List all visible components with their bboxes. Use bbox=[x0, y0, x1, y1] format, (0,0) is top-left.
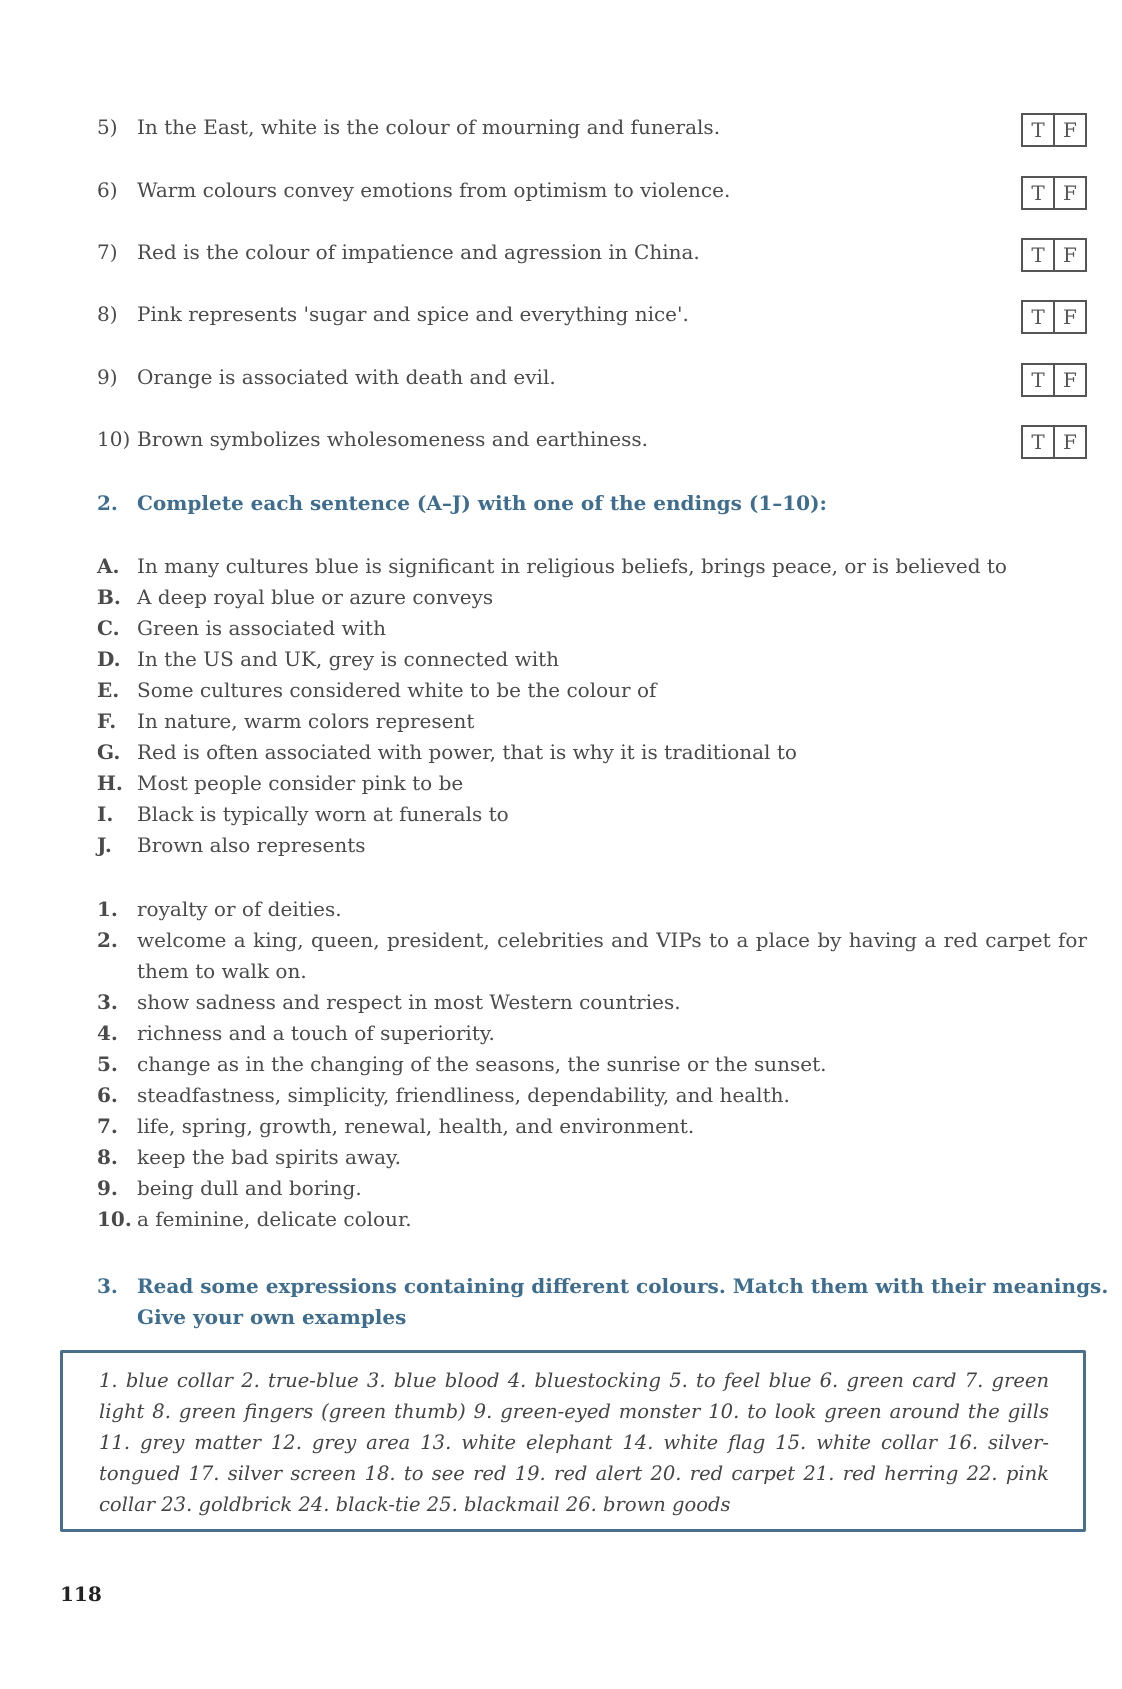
tf-statement-8 bbox=[97, 300, 1087, 330]
list-item bbox=[97, 1204, 1087, 1235]
item-text: Most people consider pink to be bbox=[137, 771, 464, 795]
false-box[interactable]: F bbox=[1053, 365, 1085, 395]
item-text: steadfastness, simplicity, friendliness, dependability, and health. bbox=[137, 1083, 790, 1107]
item-text: welcome a king, queen, president, celebrities and VIPs to a place by having a red carpet for them to walk on. bbox=[137, 928, 1087, 983]
item-text: being dull and boring. bbox=[137, 1176, 362, 1200]
task-instruction-line1: Read some expressions containing different colours. Match them with their meanings. bbox=[137, 1274, 1109, 1298]
expressions-text: 1. blue collar 2. true-blue 3. blue blood 4. bluestocking 5. to feel blue 6. green card 7. green light 8. green fingers (green thumb) 9. green-eyed monster 10. to look green around the gills 11. grey matter 12. grey area 13. white elephant 14. white flag 15. white collar 16. silver-tongued 17. silver screen 18. to see red 19. red alert 20. red carpet 21. red herring 22. pink collar 23. goldbrick 24. black-tie 25. blackmail 26. brown goods bbox=[99, 1369, 1049, 1516]
false-box[interactable]: F bbox=[1053, 302, 1085, 332]
false-box[interactable]: F bbox=[1053, 178, 1085, 208]
item-text: Red is often associated with power, that is why it is traditional to bbox=[137, 740, 797, 764]
item-letter: E. bbox=[97, 678, 120, 702]
false-box[interactable]: F bbox=[1053, 115, 1085, 145]
item-text: In many cultures blue is significant in religious beliefs, brings peace, or is believed to bbox=[137, 554, 1007, 578]
list-item bbox=[97, 706, 1087, 737]
list-item bbox=[97, 737, 1087, 768]
list-item bbox=[97, 1111, 1087, 1142]
item-number: 3. bbox=[97, 990, 118, 1014]
item-letter: F. bbox=[97, 709, 117, 733]
task-2-heading bbox=[97, 491, 827, 515]
tf-statement-9 bbox=[97, 363, 1087, 393]
tf-statement-10 bbox=[97, 425, 1087, 455]
item-letter: A. bbox=[97, 554, 120, 578]
statement-number: 7) bbox=[97, 240, 118, 264]
statement-number: 9) bbox=[97, 365, 118, 389]
item-letter: J. bbox=[97, 833, 112, 857]
statement-number: 6) bbox=[97, 178, 118, 202]
statement-text: Orange is associated with death and evil. bbox=[137, 365, 556, 389]
statement-text: In the East, white is the colour of mourning and funerals. bbox=[137, 115, 721, 139]
item-letter: G. bbox=[97, 740, 121, 764]
true-box[interactable]: T bbox=[1031, 243, 1045, 267]
item-number: 7. bbox=[97, 1114, 118, 1138]
statement-number: 10) bbox=[97, 427, 131, 451]
statement-text: Brown symbolizes wholesomeness and earthiness. bbox=[137, 427, 648, 451]
item-number: 1. bbox=[97, 897, 118, 921]
task-number: 3. bbox=[97, 1274, 118, 1298]
tf-statement-5 bbox=[97, 113, 1087, 143]
item-number: 8. bbox=[97, 1145, 118, 1169]
true-box[interactable]: T bbox=[1031, 430, 1045, 454]
item-letter: B. bbox=[97, 585, 121, 609]
page-number: 118 bbox=[60, 1582, 102, 1606]
item-text: keep the bad spirits away. bbox=[137, 1145, 401, 1169]
tf-answer-boxes bbox=[1021, 113, 1087, 147]
item-number: 5. bbox=[97, 1052, 118, 1076]
list-item bbox=[97, 925, 1087, 987]
item-text: royalty or of deities. bbox=[137, 897, 342, 921]
item-text: show sadness and respect in most Western countries. bbox=[137, 990, 681, 1014]
list-item bbox=[97, 644, 1087, 675]
statement-number: 5) bbox=[97, 115, 118, 139]
tf-answer-boxes bbox=[1021, 363, 1087, 397]
task-instruction-line2: Give your own examples bbox=[137, 1305, 407, 1329]
list-item bbox=[97, 675, 1087, 706]
tf-answer-boxes bbox=[1021, 300, 1087, 334]
true-box[interactable]: T bbox=[1031, 368, 1045, 392]
sentence-endings-list bbox=[97, 894, 1087, 1235]
list-item bbox=[97, 987, 1087, 1018]
item-text: In the US and UK, grey is connected with bbox=[137, 647, 560, 671]
item-text: Brown also represents bbox=[137, 833, 366, 857]
task-3-heading bbox=[97, 1274, 1109, 1329]
list-item bbox=[97, 551, 1087, 582]
tf-answer-boxes bbox=[1021, 238, 1087, 272]
item-letter: I. bbox=[97, 802, 114, 826]
item-number: 10. bbox=[97, 1207, 132, 1231]
list-item bbox=[97, 1018, 1087, 1049]
item-text: richness and a touch of superiority. bbox=[137, 1021, 495, 1045]
list-item bbox=[97, 768, 1087, 799]
item-letter: C. bbox=[97, 616, 120, 640]
list-item bbox=[97, 1080, 1087, 1111]
tf-answer-boxes bbox=[1021, 176, 1087, 210]
list-item bbox=[97, 582, 1087, 613]
item-text: Some cultures considered white to be the colour of bbox=[137, 678, 657, 702]
statement-number: 8) bbox=[97, 302, 118, 326]
item-text: change as in the changing of the seasons, the sunrise or the sunset. bbox=[137, 1052, 827, 1076]
list-item bbox=[97, 1142, 1087, 1173]
true-box[interactable]: T bbox=[1031, 118, 1045, 142]
list-item bbox=[97, 830, 1087, 861]
item-text: A deep royal blue or azure conveys bbox=[137, 585, 494, 609]
item-text: In nature, warm colors represent bbox=[137, 709, 475, 733]
task-instruction: Complete each sentence (A–J) with one of the endings (1–10): bbox=[137, 491, 827, 515]
item-letter: D. bbox=[97, 647, 121, 671]
item-text: Green is associated with bbox=[137, 616, 386, 640]
statement-text: Red is the colour of impatience and agression in China. bbox=[137, 240, 700, 264]
tf-answer-boxes bbox=[1021, 425, 1087, 459]
statement-text: Pink represents 'sugar and spice and everything nice'. bbox=[137, 302, 689, 326]
tf-statement-7 bbox=[97, 238, 1087, 268]
item-text: life, spring, growth, renewal, health, and environment. bbox=[137, 1114, 695, 1138]
item-number: 2. bbox=[97, 928, 118, 952]
list-item bbox=[97, 799, 1087, 830]
false-box[interactable]: F bbox=[1053, 240, 1085, 270]
item-text: a feminine, delicate colour. bbox=[137, 1207, 412, 1231]
sentence-beginnings-list bbox=[97, 551, 1087, 861]
task-number: 2. bbox=[97, 491, 118, 515]
false-box[interactable]: F bbox=[1053, 427, 1085, 457]
true-box[interactable]: T bbox=[1031, 181, 1045, 205]
item-number: 9. bbox=[97, 1176, 118, 1200]
item-number: 6. bbox=[97, 1083, 118, 1107]
list-item bbox=[97, 1173, 1087, 1204]
list-item bbox=[97, 1049, 1087, 1080]
statement-text: Warm colours convey emotions from optimism to violence. bbox=[137, 178, 731, 202]
tf-statement-6 bbox=[97, 176, 1087, 206]
item-text: Black is typically worn at funerals to bbox=[137, 802, 509, 826]
list-item bbox=[97, 613, 1087, 644]
list-item bbox=[97, 894, 1087, 925]
item-letter: H. bbox=[97, 771, 123, 795]
expressions-box bbox=[60, 1350, 1086, 1532]
true-box[interactable]: T bbox=[1031, 305, 1045, 329]
item-number: 4. bbox=[97, 1021, 118, 1045]
